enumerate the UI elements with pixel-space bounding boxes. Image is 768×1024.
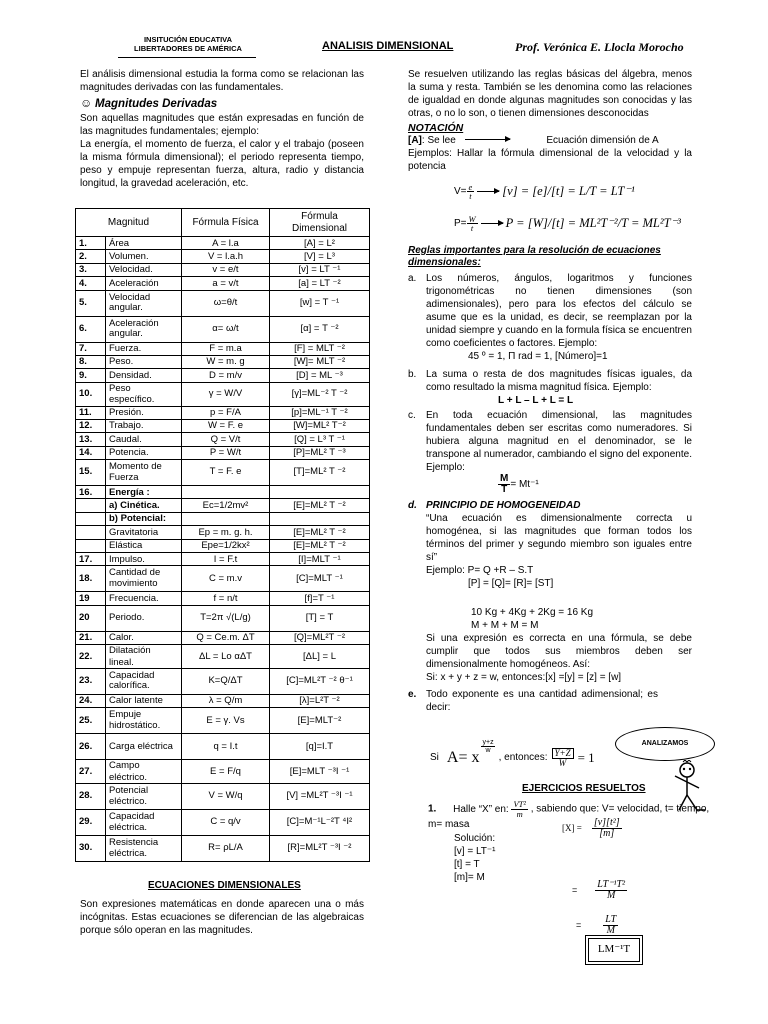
row-formula-physical: T = F. e (182, 460, 270, 486)
row-formula-dimensional: [v] = LT ⁻¹ (270, 263, 370, 276)
row-number: 8. (76, 355, 106, 368)
row-formula-physical: W = F. e (182, 419, 270, 432)
mass-over-time: $\frac{M}{T}$ (500, 472, 509, 495)
row-magnitude: Impulso. (106, 553, 182, 566)
row-formula-dimensional: [λ]=L²T ⁻² (270, 694, 370, 707)
row-formula-dimensional: [F] = MLT ⁻² (270, 342, 370, 355)
rule-c: c. En toda ecuación dimensional, las magnitudes fundamentales deben ser escritas como numeradores. Si hubiera alguna magnitud en el denominador, se le transpone al numerador, cambiando el signo del exponente. Ejemplo: $\frac{M}{T}$ = Mt⁻¹ (408, 409, 692, 495)
solution-step-3: = $\frac{LT}{M}$ (576, 914, 617, 936)
table-row (76, 355, 370, 368)
row-magnitude: Calor latente (106, 694, 182, 707)
table-row (76, 668, 370, 694)
row-formula-physical: Ep = m. g. h. (182, 526, 270, 539)
row-number (76, 539, 106, 552)
row-formula-dimensional: [Q]=ML²T ⁻² (270, 631, 370, 644)
row-formula-physical: V = W/q (182, 784, 270, 810)
row-magnitude: Velocidad. (106, 263, 182, 276)
row-number (76, 499, 106, 512)
table-row (76, 237, 370, 250)
row-number: 29. (76, 810, 106, 836)
row-number: 16. (76, 486, 106, 499)
row-formula-dimensional: [W]=ML² T⁻² (270, 419, 370, 432)
row-number: 13. (76, 433, 106, 446)
row-number: 6. (76, 316, 106, 342)
row-formula-physical: f = n/t (182, 592, 270, 605)
row-magnitude: Elástica (106, 539, 182, 552)
row-number: 22. (76, 645, 106, 669)
table-row (76, 499, 370, 512)
header-rule (118, 57, 256, 58)
row-magnitude: Peso. (106, 355, 182, 368)
row-formula-physical: Q = V/t (182, 433, 270, 446)
row-number: 5. (76, 290, 106, 316)
row-formula-dimensional: [C]=MLT ⁻¹ (270, 566, 370, 592)
col-magnitud: Magnitud (76, 209, 182, 237)
table-row (76, 250, 370, 263)
row-formula-dimensional: [E]=MLT⁻² (270, 708, 370, 734)
row-formula-dimensional: [I]=MLT ⁻¹ (270, 553, 370, 566)
row-magnitude: Carga eléctrica (106, 734, 182, 760)
row-magnitude: b) Potencial: (106, 512, 182, 525)
table-row (76, 592, 370, 605)
table-row (76, 277, 370, 290)
row-formula-dimensional: [V] = L³ (270, 250, 370, 263)
row-magnitude: Caudal. (106, 433, 182, 446)
col-formula-fisica: Fórmula Física (182, 209, 270, 237)
row-magnitude: Velocidad angular. (106, 290, 182, 316)
row-number: 7. (76, 342, 106, 355)
row-number: 15. (76, 460, 106, 486)
row-magnitude: Potencia. (106, 446, 182, 459)
table-row (76, 369, 370, 382)
solution-block: Solución: [v] = LT⁻¹ [t] = T [m]= M (454, 833, 496, 883)
row-magnitude: Aceleración angular. (106, 316, 182, 342)
table-row (76, 382, 370, 406)
power-equation: P= $\frac{W}{t}$ P = [W]/[t] = ML²T⁻²/T = ML²T⁻³ (454, 213, 681, 234)
table-row (76, 512, 370, 525)
row-number: 9. (76, 369, 106, 382)
rule-d: d. PRINCIPIO DE HOMOGENEIDAD “Una ecuación es dimensionalmente correcta u homogénea, si las magnitudes que forman todos los términos del primer y segundo miembro son iguales entre sí” Ejemplo: P= Q +R – S.T [P] = [Q]= [R]= [ST] 10 Kg + 4Kg + 2Kg = 16 Kg M + M + M = M Si una expresión es correcta en una fórmula, se debe cumplir que todos sus miembros deben ser dimensionalmente homogéneos. Así: Si: x + y + z = w, entonces:[x] =[y] = [z] = [w] (408, 499, 692, 683)
row-formula-dimensional: [T] = T (270, 605, 370, 631)
row-magnitude: Periodo. (106, 605, 182, 631)
row-formula-physical: A = l.a (182, 237, 270, 250)
row-magnitude: a) Cinética. (106, 499, 182, 512)
row-magnitude: Frecuencia. (106, 592, 182, 605)
row-formula-dimensional: [C]=M⁻¹L⁻²T ⁴I² (270, 810, 370, 836)
vt2-over-m: $\frac{\text{VT²}}{m}$ (513, 799, 526, 819)
author: Prof. Verónica E. Llocla Morocho (515, 40, 684, 54)
table-row (76, 694, 370, 707)
row-magnitude: Fuerza. (106, 342, 182, 355)
rule-b: b. La suma o resta de dos magnitudes físicas iguales, da como resultado la misma magnitud física. Ejemplo: L + L – L + L = L (408, 368, 692, 406)
table-row (76, 342, 370, 355)
row-formula-physical: Ec=1/2mv² (182, 499, 270, 512)
table-row (76, 539, 370, 552)
table-row (76, 566, 370, 592)
row-formula-physical: Q = Ce.m. ΔT (182, 631, 270, 644)
row-formula-dimensional (270, 486, 370, 499)
row-formula-physical: a = v/t (182, 277, 270, 290)
table-row (76, 810, 370, 836)
row-formula-physical: Epe=1/2kx² (182, 539, 270, 552)
table-row (76, 460, 370, 486)
row-formula-dimensional: [P]=ML² T ⁻³ (270, 446, 370, 459)
row-number: 18. (76, 566, 106, 592)
row-number: 11. (76, 406, 106, 419)
row-number: 17. (76, 553, 106, 566)
arrow-right-icon (465, 139, 510, 140)
row-formula-dimensional: [E]=ML² T ⁻² (270, 539, 370, 552)
row-magnitude: Energía : (106, 486, 182, 499)
page-header (0, 30, 768, 60)
row-number: 25. (76, 708, 106, 734)
arrow-right-icon (481, 223, 503, 224)
row-magnitude: Empuje hidrostático. (106, 708, 182, 734)
table-row (76, 446, 370, 459)
row-number (76, 512, 106, 525)
row-formula-physical: α= ω/t (182, 316, 270, 342)
table-row (76, 836, 370, 862)
rules-title: Reglas importantes para la resolución de ecuaciones dimensionales: (408, 244, 661, 269)
row-magnitude: Densidad. (106, 369, 182, 382)
exercise-1: 1. Halle “X” en: $\frac{\text{VT²}}{m}$ , sabiendo que: V= velocidad, t= tiempo, m= masa (428, 799, 710, 830)
row-formula-dimensional: [A] = L² (270, 237, 370, 250)
row-number: 24. (76, 694, 106, 707)
row-formula-dimensional: [w] = T ⁻¹ (270, 290, 370, 316)
row-magnitude: Resistencia eléctrica. (106, 836, 182, 862)
row-formula-dimensional: [γ]=ML⁻² T ⁻² (270, 382, 370, 406)
table-row (76, 486, 370, 499)
row-formula-physical (182, 512, 270, 525)
row-formula-dimensional: [Q] = L³ T ⁻¹ (270, 433, 370, 446)
row-formula-dimensional: [C]=ML²T ⁻² θ⁻¹ (270, 668, 370, 694)
derived-heading: ☺ Magnitudes Derivadas (80, 96, 218, 110)
row-number: 2. (76, 250, 106, 263)
row-formula-physical: E = F/q (182, 760, 270, 784)
row-formula-physical: p = F/A (182, 406, 270, 419)
row-formula-dimensional: [W]= MLT ⁻² (270, 355, 370, 368)
table-row (76, 263, 370, 276)
row-formula-dimensional: [V] =ML²T ⁻³I ⁻¹ (270, 784, 370, 810)
row-magnitude: Aceleración (106, 277, 182, 290)
row-formula-dimensional: [D] = ML ⁻³ (270, 369, 370, 382)
row-number: 10. (76, 382, 106, 406)
row-formula-physical: γ = W/V (182, 382, 270, 406)
row-formula-physical: T=2π √(L/g) (182, 605, 270, 631)
table-row (76, 734, 370, 760)
row-magnitude: Trabajo. (106, 419, 182, 432)
analizamos-bubble: ANALIZAMOS (615, 727, 715, 761)
rule-a: a. Los números, ángulos, logaritmos y funciones trigonométricas no tienen dimensiones (son adimensionales), pero para los efectos del cálculo se asume que es la unidad, es decir, se reemplazan por la unidad siempre y cuando en la formula física se encuentren como coeficientes o factores. Ejemplo: 45 º = 1, Π rad = 1, [Número]=1 (408, 272, 692, 362)
row-formula-physical: ΔL = Lo αΔT (182, 645, 270, 669)
row-magnitude: Dilatación lineal. (106, 645, 182, 669)
row-formula-physical: V = l.a.h (182, 250, 270, 263)
page-title: ANALISIS DIMENSIONAL (322, 40, 454, 52)
smiley-icon: ☺ (80, 96, 93, 110)
row-formula-physical: I = F.t (182, 553, 270, 566)
row-magnitude: Área (106, 237, 182, 250)
row-formula-dimensional: [T]=ML² T ⁻² (270, 460, 370, 486)
row-number: 20 (76, 605, 106, 631)
notation-line: [A]: Se lee Ecuación dimensión de A (408, 134, 659, 146)
row-formula-physical: λ = Q/m (182, 694, 270, 707)
row-magnitude: Cantidad de movimiento (106, 566, 182, 592)
row-number: 4. (76, 277, 106, 290)
row-magnitude: Momento de Fuerza (106, 460, 182, 486)
row-magnitude: Volumen. (106, 250, 182, 263)
exponent-formula: Si A= x y+z w , entonces: $\frac{Y+Z}{W}$ = 1 (430, 738, 595, 768)
row-formula-physical: P = W/t (182, 446, 270, 459)
row-formula-physical: F = m.a (182, 342, 270, 355)
row-formula-physical: q = I.t (182, 734, 270, 760)
row-formula-physical: v = e/t (182, 263, 270, 276)
row-formula-physical: E = γ. Vs (182, 708, 270, 734)
row-magnitude: Capacidad calorífica. (106, 668, 182, 694)
table-row (76, 419, 370, 432)
row-formula-dimensional (270, 512, 370, 525)
table-row (76, 290, 370, 316)
row-formula-physical: K=Q/ΔT (182, 668, 270, 694)
row-number: 21. (76, 631, 106, 644)
row-formula-physical: D = m/v (182, 369, 270, 382)
table-row (76, 433, 370, 446)
row-formula-physical: W = m. g (182, 355, 270, 368)
row-magnitude: Potencial eléctrico. (106, 784, 182, 810)
table-row (76, 645, 370, 669)
notation-title: NOTACIÓN (408, 122, 464, 134)
row-formula-dimensional: [q]=I.T (270, 734, 370, 760)
right-column: Se resuelven utilizando las reglas básicas del álgebra, menos la suma y resta. También se les denomina como las relaciones de igualdad en donde algunas magnitudes son conocidas y las otras, o no lo son, o tienen dimensiones desconocidas NOTACIÓN [A]: Se lee Ecuación dimensión de A Ejemplos: Hallar la fórmula dimensional de la velocidad y la potencia V= $\frac{e}{t}$ [v] = [e]/[t] = L/T = LT⁻¹ P= $\frac{W}{t}$ P = [W]/[t] = ML²T⁻²/T = ML²T⁻³ Reglas importantes para la resolución de ecuaciones dimensionales: a. Los números, ángulos, logaritmos y funciones trigonométricas no tienen dimensiones (son adimensionales), pero para los efectos del cálculo se asume que es la unidad, es decir, se reemplazan por la unidad siempre y cuando en la formula física se encuentren como coeficientes o factores. Ejemplo: 45 º = 1, Π rad = 1, [Número]=1 b. La suma o resta de dos magnitudes físicas iguales, da como resultado la misma magnitud física. Ejemplo: L + L – L + L = L c. En toda ecuación dimensional, las magnitudes fundamentales deben ser escritas como numeradores. Si hubiera alguna magnitud en el denominador, se le transpone al numerador, cambiando el signo del exponente. Ejemplo: $\frac{M}{T}$ = Mt⁻¹ d. PRINCIPIO DE HOMOGENEIDAD “Una ecuación es dimensionalmente correcta u homogénea, si las magnitudes que forman todos los términos del primer y segundo miembro son iguales entre sí” Ejemplo: P= Q +R – S.T [P] = [Q]= [R]= [ST] 10 Kg + 4Kg + 2Kg = 16 Kg M + M + M = M Si una expresión es correcta en una fórmula, se debe cumplir que todos sus miembros deben ser dimensionalmente homogéneos. Así: Si: x + y + z = w, entonces:[x] =[y] = [z] = [w] e. Todo exponente es una cantidad adimensional; es decir: (408, 69, 692, 713)
row-formula-dimensional: [ΔL] = L (270, 645, 370, 669)
col-formula-dimensional: Fórmula Dimensional (270, 209, 370, 237)
row-number (76, 526, 106, 539)
table-row (76, 631, 370, 644)
arrow-right-icon (477, 191, 499, 192)
rule-e: e. Todo exponente es una cantidad adimensional; es decir: (408, 688, 658, 713)
row-magnitude: Campo eléctrico. (106, 760, 182, 784)
exercises-title: EJERCICIOS RESUELTOS (522, 783, 646, 794)
table-row (76, 406, 370, 419)
row-number: 1. (76, 237, 106, 250)
table-row (76, 708, 370, 734)
row-formula-dimensional: [E]=ML² T ⁻² (270, 526, 370, 539)
row-magnitude: Calor. (106, 631, 182, 644)
solution-step-1: [X] = $\frac{\text{[v][t²]}}{[m]}$ (562, 817, 620, 839)
row-formula-dimensional: [α] = T ⁻² (270, 316, 370, 342)
row-formula-dimensional: [a] = LT ⁻² (270, 277, 370, 290)
row-magnitude: Capacidad eléctrica. (106, 810, 182, 836)
row-formula-dimensional: [R]=ML²T ⁻³I ⁻² (270, 836, 370, 862)
row-number: 19 (76, 592, 106, 605)
row-number: 14. (76, 446, 106, 459)
row-formula-physical: C = q/v (182, 810, 270, 836)
row-formula-physical: R= ρL/A (182, 836, 270, 862)
row-formula-dimensional: [E]=ML² T ⁻² (270, 499, 370, 512)
row-number: 12. (76, 419, 106, 432)
row-formula-dimensional: [E]=MLT ⁻³I ⁻¹ (270, 760, 370, 784)
row-formula-dimensional: [p]=ML⁻¹ T ⁻² (270, 406, 370, 419)
left-intro: El análisis dimensional estudia la forma como se relacionan las magnitudes derivadas con las fundamentales. ☺ Magnitudes Derivadas Son aquellas magnitudes que están expresadas en función de las magnitudes fundamentales; ejemplo: La energía, el momento de fuerza, el calor y el trabajo (poseen la misma fórmula dimensional); el periodo representa tiempo, peso y empuje representan fuerza, altura, radio y distancia longitud, la gravedad aceleración, etc. (80, 69, 364, 189)
table-row (76, 760, 370, 784)
row-number: 27. (76, 760, 106, 784)
row-number: 3. (76, 263, 106, 276)
table-row (76, 316, 370, 342)
table-row (76, 553, 370, 566)
row-number: 30. (76, 836, 106, 862)
row-number: 28. (76, 784, 106, 810)
row-formula-dimensional: [f]=T ⁻¹ (270, 592, 370, 605)
row-formula-physical (182, 486, 270, 499)
equations-title: ECUACIONES DIMENSIONALES (148, 880, 301, 891)
row-magnitude: Presión. (106, 406, 182, 419)
institution-name: INSITUCIÓN EDUCATIVA LIBERTADORES DE AMÉRICA (134, 35, 242, 54)
answer-box: LM⁻¹T (588, 938, 640, 962)
table-row (76, 526, 370, 539)
table-row (76, 784, 370, 810)
row-magnitude: Gravitatoria (106, 526, 182, 539)
equations-text-block: Son expresiones matemáticas en donde aparecen una o más incógnitas. Estas ecuaciones se diferencian de las algebraicas porque sólo operan en las magnitudes. (80, 899, 364, 936)
velocity-equation: V= $\frac{e}{t}$ [v] = [e]/[t] = L/T = LT⁻¹ (454, 181, 635, 202)
magnitudes-table (75, 208, 370, 862)
row-magnitude: Peso específico. (106, 382, 182, 406)
row-formula-physical: ω=θ/t (182, 290, 270, 316)
row-number: 26. (76, 734, 106, 760)
row-number: 23. (76, 668, 106, 694)
table-row (76, 605, 370, 631)
row-formula-physical: C = m.v (182, 566, 270, 592)
solution-step-2: = $\frac{\text{LT⁻¹T²}}{M}$ (572, 879, 626, 901)
